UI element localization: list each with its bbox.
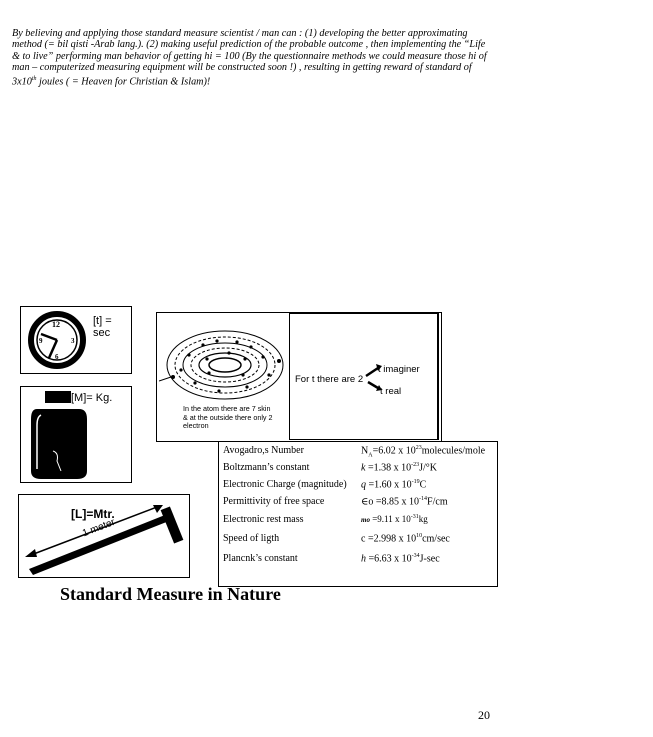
physical-constants-table: [218, 441, 498, 587]
atom-caption-line2: & at the outside there only 2: [183, 412, 273, 422]
for-t-label: For t there are 2: [295, 374, 364, 385]
weight-icon: [27, 391, 89, 481]
time-unit-label: [t] = sec: [93, 315, 112, 339]
t-imaginer-label: t imaginer: [378, 364, 420, 375]
constant-value: c =2.998 x $10^{10}cm/\sec$: [361, 533, 450, 545]
ruler-label: 1 meter: [81, 516, 117, 540]
time-types-panel: [289, 313, 439, 440]
constant-value: h =6.63 x $10^{-34}J-\sec$: [361, 553, 440, 565]
constant-row: [219, 479, 499, 497]
constant-row: [219, 496, 499, 514]
constant-name: Boltzmann’s constant: [223, 462, 310, 473]
intro-text-2: joules ( = Heaven for Christian & Islam)!: [36, 76, 211, 88]
intro-paragraph: [12, 28, 492, 87]
svg-text:9: 9: [39, 337, 43, 345]
constant-row: [219, 533, 499, 551]
t-real-label: t real: [380, 386, 402, 397]
svg-text:6: 6: [55, 353, 59, 361]
constant-value: ∈o =8.85 x $10^{-14}F/cm$: [361, 496, 448, 508]
atom-orbits-diagram: [159, 315, 289, 407]
page-number: 20: [478, 708, 490, 722]
length-unit-box: [18, 494, 190, 578]
intro-superscript: th: [31, 75, 37, 82]
constant-value: q =1.60 x $10^{-19}C$: [361, 479, 427, 491]
constant-value: k =1.38 x $10^{-23}J/^\circ K$: [361, 462, 437, 474]
clock-icon: [27, 310, 87, 370]
intro-text-1: By believing and applying those standard measure scientist / man can : (1) developing the better approximating method (= bil qisti -Arab lang.). (2) making useful prediction of the probable outcome , then implementing the “Life & to live” performing man behavior of getting hi = 100 (By the questionnaire methods we could measure those hi of man – computerized measuring equipment will be constructed soon !) , resulting in getting reward of standard of 3x10: [12, 28, 487, 88]
atom-diagram-box: [156, 312, 442, 442]
constant-name: Plancnk’s constant: [223, 553, 298, 564]
constant-name: Speed of ligth: [223, 533, 280, 544]
constant-row: [219, 553, 499, 571]
atom-caption-line1: In the atom there are 7 skin: [183, 404, 271, 413]
constant-name: Electronic Charge (magnitude): [223, 479, 347, 490]
constant-value: $N_A=6.02$ x $10^{23}molecules$/mole: [361, 445, 486, 459]
svg-text:3: 3: [71, 337, 75, 345]
atom-caption-line3: electron: [183, 421, 209, 431]
constant-row: [219, 462, 499, 480]
mass-unit-box: [20, 386, 132, 483]
mass-unit-label: [M]= Kg.: [71, 392, 113, 404]
svg-text:12: 12: [52, 320, 60, 329]
constant-name: Permittivity of free space: [223, 496, 325, 507]
atom-caption: [183, 405, 273, 431]
constant-row: [219, 445, 499, 463]
constant-value: mo =9.11 x $10^{-31}kg$: [361, 514, 428, 524]
constant-name: Electronic rest mass: [223, 514, 304, 525]
figure-caption: Standard Measure in Nature: [60, 584, 281, 604]
time-unit-box: [20, 306, 132, 374]
constant-name: Avogadro,s Number: [223, 445, 304, 456]
constant-row: [219, 514, 499, 532]
length-unit-label: [L]=Mtr.: [71, 507, 115, 521]
